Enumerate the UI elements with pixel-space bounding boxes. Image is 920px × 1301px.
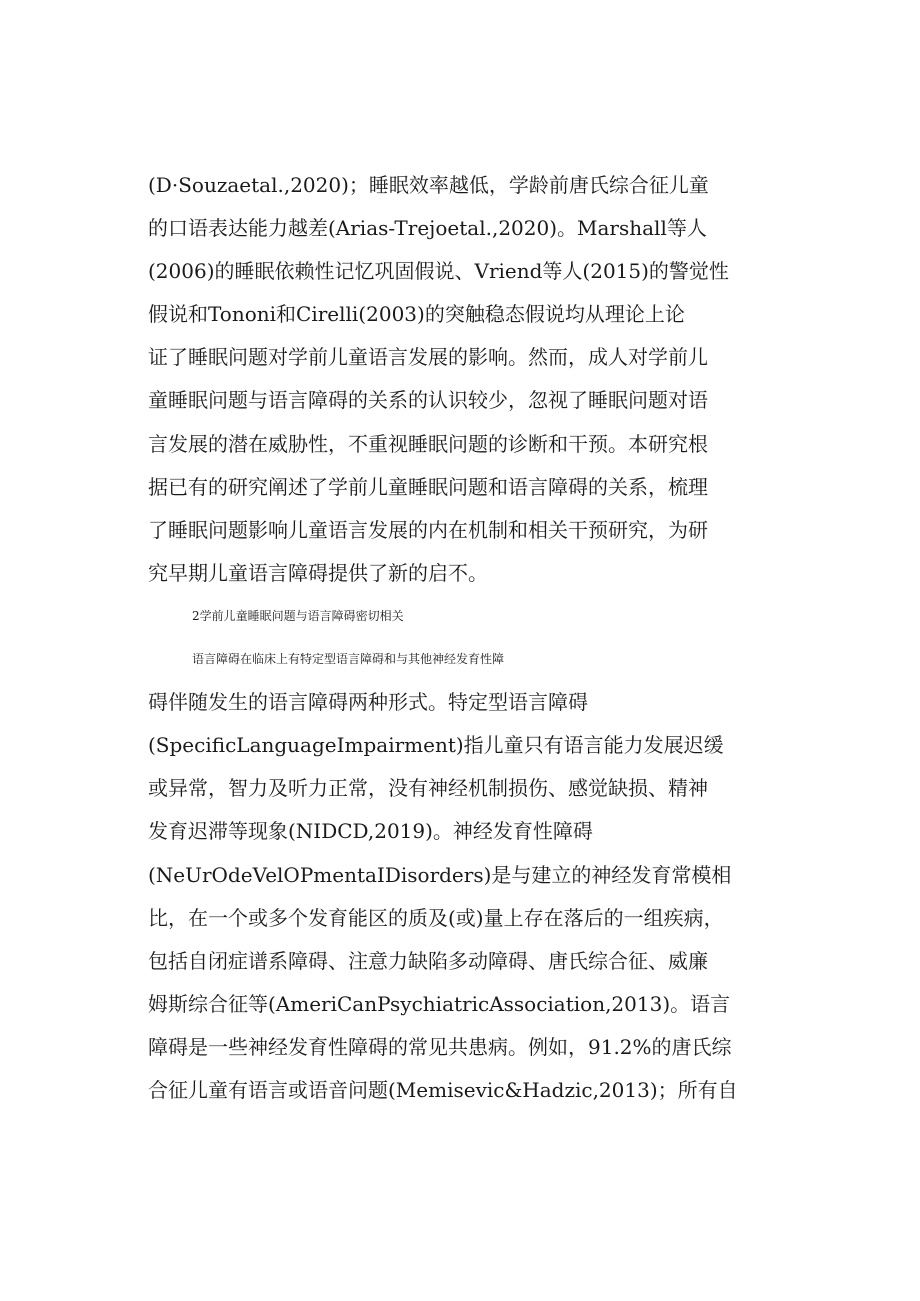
text-line: (SpecificLanguageImpairment)指儿童只有语言能力发展迟缓 — [148, 733, 724, 758]
section-heading: 2学前儿童睡眠问题与语言障碍密切相关 — [192, 608, 404, 623]
text-line: 童睡眠问题与语言障碍的关系的认识较少，忽视了睡眠问题对语 — [148, 388, 708, 413]
text-line: 究早期儿童语言障碍提供了新的启不。 — [148, 560, 488, 585]
text-line: 据已有的研究阐述了学前儿童睡眠问题和语言障碍的关系，梳理 — [148, 474, 708, 499]
text-line: (NeUrOdeVelOPmentaIDisorders)是与建立的神经发育常模相 — [148, 862, 732, 887]
paragraph-first-line: 语言障碍在临床上有特定型语言障碍和与其他神经发育性障 — [192, 652, 505, 667]
text-line: 碍伴随发生的语言障碍两种形式。特定型语言障碍 — [148, 690, 588, 715]
text-line: 或异常，智力及听力正常，没有神经机制损伤、感觉缺损、精神 — [148, 776, 708, 801]
body-text — [148, 164, 808, 1112]
text-line: 了睡眠问题影响儿童语言发展的内在机制和相关干预研究，为研 — [148, 517, 708, 542]
text-line: 的口语表达能力越差(Arias-Trejoetal.,2020)。Marshall等人 — [148, 216, 707, 241]
text-line: 姆斯综合征等(AmeriCanPsychiatricAssociation,2013)。语言 — [148, 991, 731, 1016]
text-line: (D·Souzaetal.,2020)；睡眠效率越低，学龄前唐氏综合征儿童 — [148, 173, 709, 197]
text-line: 发育迟滞等现象(NIDCD,2019)。神经发育性障碍 — [148, 819, 593, 844]
text-line: 证了睡眠问题对学前儿童语言发展的影响。然而，成人对学前儿 — [148, 345, 708, 370]
text-line: 包括自闭症谱系障碍、注意力缺陷多动障碍、唐氏综合征、威廉 — [148, 948, 708, 973]
text-line: 障碍是一些神经发育性障碍的常见共患病。例如，91.2%的唐氏综 — [148, 1034, 732, 1059]
text-line: 假说和Tononi和Cirelli(2003)的突触稳态假说均从理论上论 — [148, 302, 685, 327]
text-line: 合征儿童有语言或语音问题(Memisevic&Hadzic,2013)；所有自 — [148, 1077, 738, 1102]
text-line: (2006)的睡眠依赖性记忆巩固假说、Vriend等人(2015)的警觉性 — [148, 259, 729, 284]
text-line: 比，在一个或多个发育能区的质及(或)量上存在落后的一组疾病， — [148, 905, 724, 930]
text-line: 言发展的潜在威胁性，不重视睡眠问题的诊断和干预。本研究根 — [148, 431, 708, 456]
